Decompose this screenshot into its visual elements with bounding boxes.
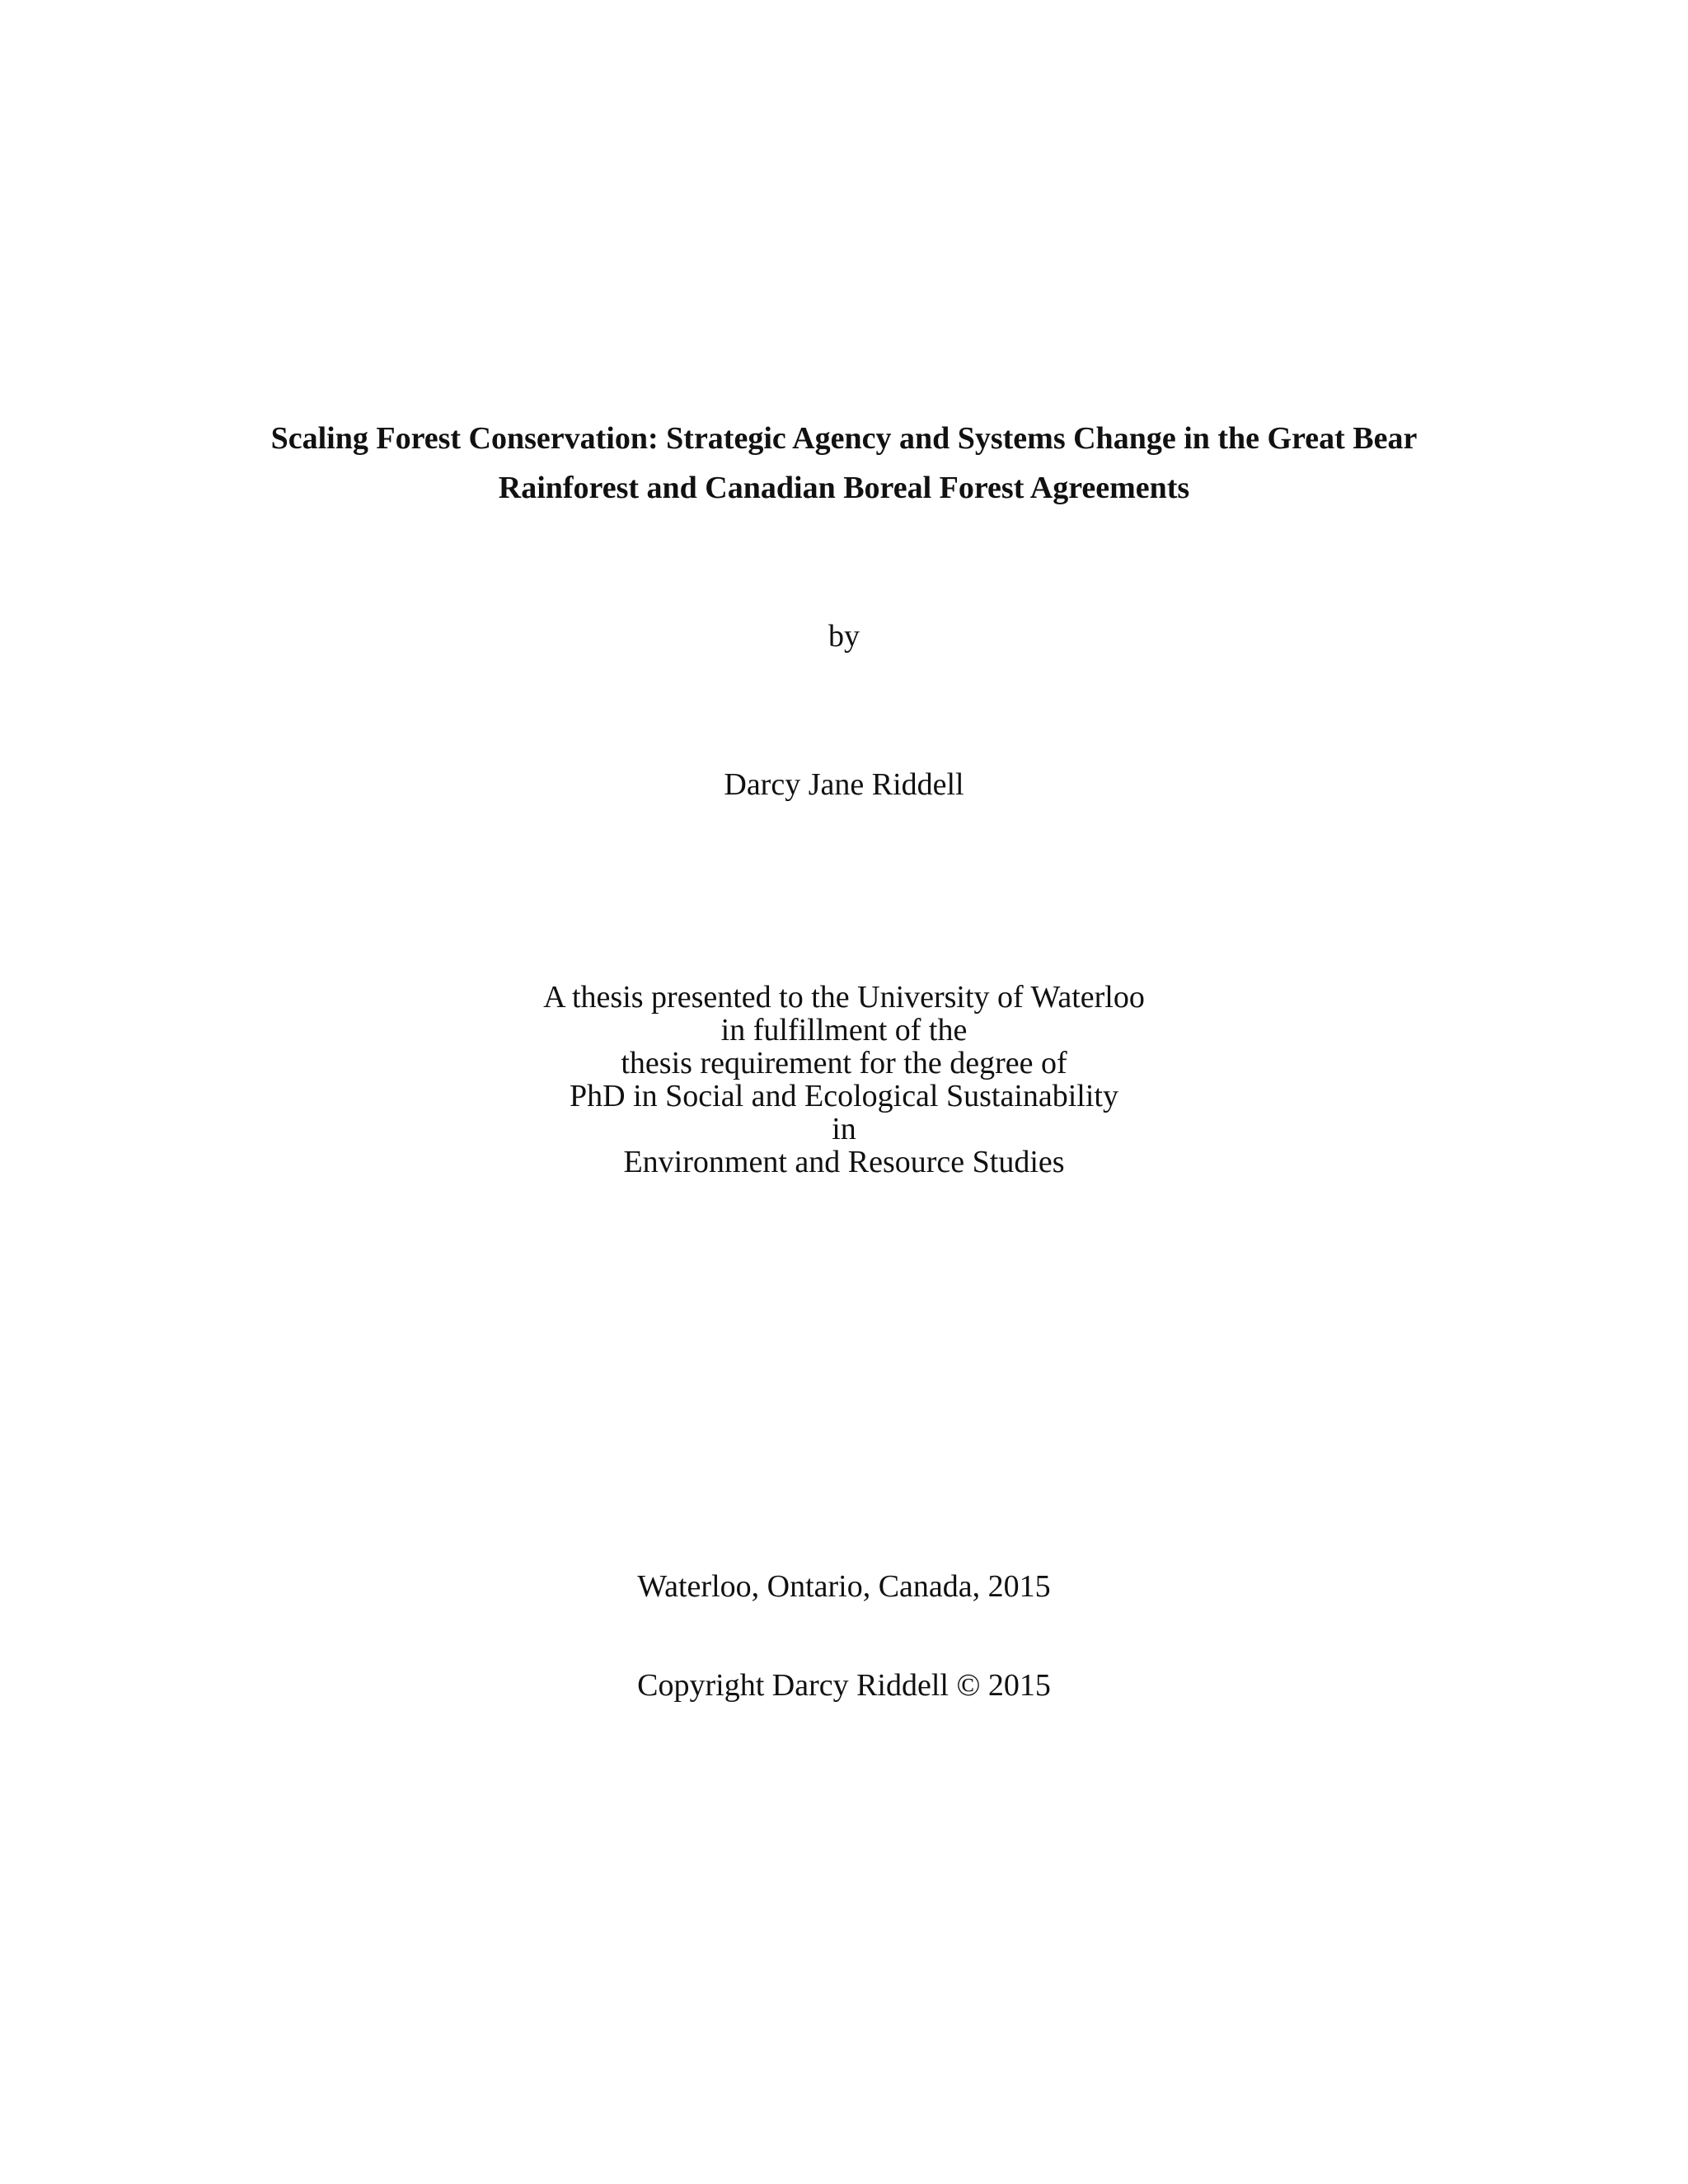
statement-line-2: in fulfillment of the (720, 1013, 968, 1047)
by-label: by (828, 619, 860, 654)
author-name: Darcy Jane Riddell (724, 767, 964, 802)
statement-line-1: A thesis presented to the University of Waterloo (543, 980, 1145, 1015)
statement-line-3: thesis requirement for the degree of (621, 1046, 1067, 1080)
statement-line-4: PhD in Social and Ecological Sustainability (570, 1079, 1118, 1113)
statement-line-6: Environment and Resource Studies (623, 1145, 1065, 1179)
place-and-year: Waterloo, Ontario, Canada, 2015 (637, 1569, 1051, 1604)
copyright-notice: Copyright Darcy Riddell © 2015 (637, 1668, 1051, 1703)
statement-line-5: in (832, 1112, 856, 1146)
thesis-title-line-2: Rainforest and Canadian Boreal Forest Agreements (498, 471, 1190, 505)
thesis-title-line-1: Scaling Forest Conservation: Strategic Agency and Systems Change in the Great Bear (270, 421, 1418, 456)
